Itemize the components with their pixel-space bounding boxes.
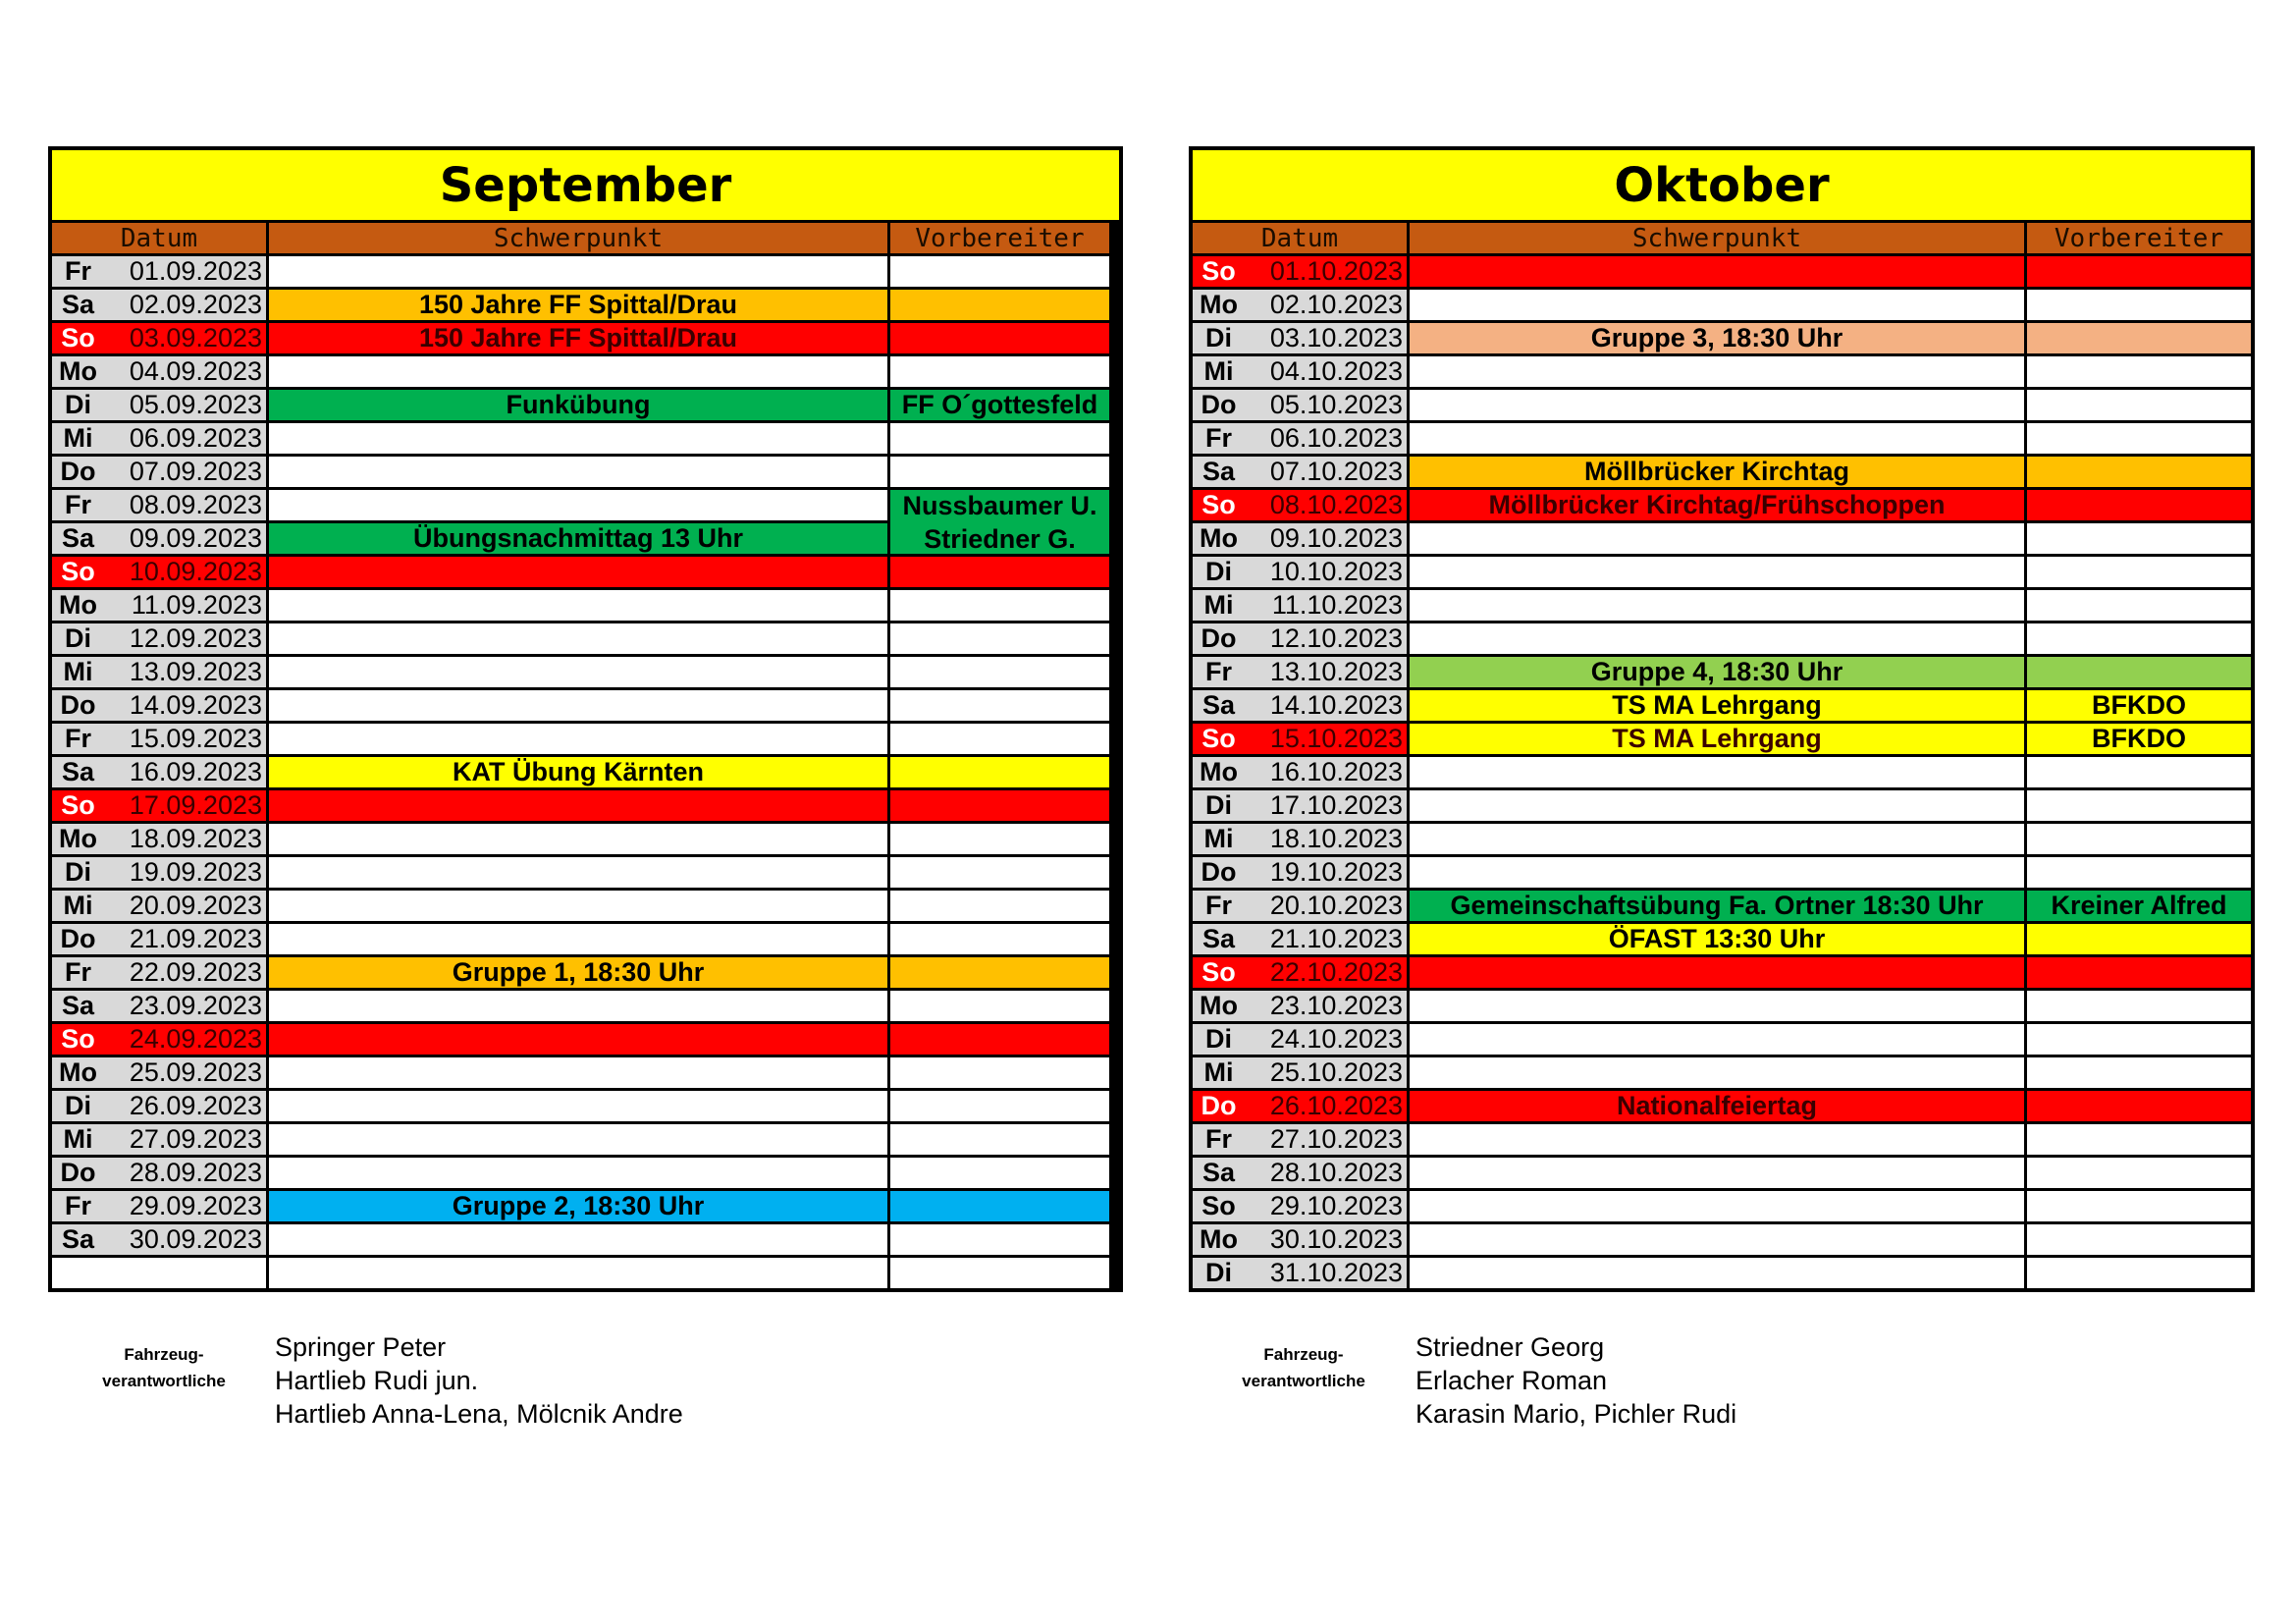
- schwerpunkt-cell: [269, 423, 887, 457]
- date-cell: 11.09.2023: [104, 590, 266, 623]
- divider: [887, 523, 890, 557]
- date-cell: 24.09.2023: [104, 1024, 266, 1057]
- vorbereiter-cell: [2027, 924, 2251, 957]
- date-cell: 14.10.2023: [1245, 690, 1407, 724]
- day-cell: Fr: [1193, 423, 1245, 457]
- vorbereiter-cell: [2027, 1057, 2251, 1091]
- vorbereiter-cell: [890, 1224, 1109, 1258]
- date-cell: 03.09.2023: [104, 323, 266, 356]
- day-cell: Do: [52, 690, 104, 724]
- schwerpunkt-cell: [1410, 356, 2024, 390]
- day-cell: Do: [52, 1158, 104, 1191]
- month-title: Oktober: [1193, 150, 2251, 223]
- vorbereiter-cell: [890, 724, 1109, 757]
- date-cell: 13.09.2023: [104, 657, 266, 690]
- day-cell: Di: [1193, 1258, 1245, 1288]
- date-cell: 05.10.2023: [1245, 390, 1407, 423]
- date-cell: 10.10.2023: [1245, 557, 1407, 590]
- day-cell: Mo: [1193, 523, 1245, 557]
- day-cell: Fr: [1193, 1124, 1245, 1158]
- schwerpunkt-cell: ÖFAST 13:30 Uhr: [1410, 924, 2024, 957]
- day-cell: Do: [52, 924, 104, 957]
- date-cell: 08.10.2023: [1245, 490, 1407, 523]
- schwerpunkt-cell: [1410, 590, 2024, 623]
- vorbereiter-cell: [890, 824, 1109, 857]
- schwerpunkt-cell: [1410, 991, 2024, 1024]
- date-cell: 15.10.2023: [1245, 724, 1407, 757]
- vorbereiter-cell: [890, 1057, 1109, 1091]
- fahrzeug-name: Striedner Georg: [1415, 1332, 1605, 1362]
- date-cell: 10.09.2023: [104, 557, 266, 590]
- schwerpunkt-cell: [1410, 1057, 2024, 1091]
- schwerpunkt-cell: [1410, 757, 2024, 790]
- schwerpunkt-cell: [1410, 256, 2024, 290]
- date-cell: 21.09.2023: [104, 924, 266, 957]
- vorbereiter-cell: [890, 1124, 1109, 1158]
- date-cell: 28.09.2023: [104, 1158, 266, 1191]
- day-cell: So: [52, 557, 104, 590]
- date-cell: 17.10.2023: [1245, 790, 1407, 824]
- date-cell: 27.10.2023: [1245, 1124, 1407, 1158]
- column-headers: [52, 223, 1119, 256]
- date-cell: 17.09.2023: [104, 790, 266, 824]
- date-cell: 03.10.2023: [1245, 323, 1407, 356]
- date-cell: 07.09.2023: [104, 457, 266, 490]
- day-cell: Mi: [52, 657, 104, 690]
- vorbereiter-cell: BFKDO: [2027, 724, 2251, 757]
- day-cell: So: [1193, 1191, 1245, 1224]
- vorbereiter-cell: [890, 356, 1109, 390]
- vorbereiter-cell: BFKDO: [2027, 690, 2251, 724]
- vorbereiter-cell: [2027, 523, 2251, 557]
- vorbereiter-cell: [890, 290, 1109, 323]
- date-cell: 20.09.2023: [104, 891, 266, 924]
- day-cell: So: [1193, 256, 1245, 290]
- day-cell: Di: [1193, 323, 1245, 356]
- day-cell: Mo: [1193, 1224, 1245, 1258]
- vorbereiter-cell: [2027, 323, 2251, 356]
- day-cell: Do: [1193, 390, 1245, 423]
- fahrzeug-label-september: Fahrzeug- verantwortliche: [102, 1345, 226, 1390]
- date-cell: 18.10.2023: [1245, 824, 1407, 857]
- schwerpunkt-cell: [1410, 790, 2024, 824]
- day-cell: Sa: [52, 1224, 104, 1258]
- date-cell: 04.09.2023: [104, 356, 266, 390]
- date-cell: 23.10.2023: [1245, 991, 1407, 1024]
- day-cell: Mi: [52, 1124, 104, 1158]
- date-cell: 19.10.2023: [1245, 857, 1407, 891]
- date-cell: 07.10.2023: [1245, 457, 1407, 490]
- date-cell: 20.10.2023: [1245, 891, 1407, 924]
- vorbereiter-cell: [890, 790, 1109, 824]
- vorbereiter-cell: [890, 924, 1109, 957]
- schwerpunkt-cell: [269, 1124, 887, 1158]
- day-cell: Mo: [1193, 290, 1245, 323]
- vorbereiter-cell: [2027, 590, 2251, 623]
- vorbereiter-cell: [2027, 657, 2251, 690]
- day-cell: Sa: [52, 991, 104, 1024]
- vorbereiter-cell: [890, 623, 1109, 657]
- column-headers: [1193, 223, 2251, 256]
- vorbereiter-cell: [2027, 356, 2251, 390]
- schwerpunkt-cell: [1410, 423, 2024, 457]
- date-cell: 22.10.2023: [1245, 957, 1407, 991]
- day-cell: Mi: [1193, 590, 1245, 623]
- date-cell: 29.10.2023: [1245, 1191, 1407, 1224]
- day-cell: So: [52, 790, 104, 824]
- date-cell: 30.10.2023: [1245, 1224, 1407, 1258]
- date-cell: 25.09.2023: [104, 1057, 266, 1091]
- schwerpunkt-cell: Nationalfeiertag: [1410, 1091, 2024, 1124]
- schwerpunkt-cell: [269, 1224, 887, 1258]
- schwerpunkt-cell: [269, 891, 887, 924]
- september-table: [48, 146, 1123, 1292]
- schwerpunkt-cell: [269, 1024, 887, 1057]
- day-cell: Mo: [52, 1057, 104, 1091]
- header-vorbereiter: Vorbereiter: [890, 223, 1109, 253]
- schwerpunkt-cell: [1410, 290, 2024, 323]
- month-title: September: [52, 150, 1119, 223]
- vorbereiter-merged-cell: Nussbaumer U. Striedner G.: [890, 490, 1109, 557]
- day-cell: So: [1193, 724, 1245, 757]
- vorbereiter-cell: Kreiner Alfred: [2027, 891, 2251, 924]
- date-cell: 29.09.2023: [104, 1191, 266, 1224]
- day-cell: Sa: [1193, 690, 1245, 724]
- schwerpunkt-cell: [1410, 957, 2024, 991]
- schwerpunkt-cell: Funkübung: [269, 390, 887, 423]
- schwerpunkt-cell: [269, 623, 887, 657]
- schwerpunkt-cell: [269, 657, 887, 690]
- schwerpunkt-cell: [1410, 857, 2024, 891]
- day-cell: Sa: [52, 290, 104, 323]
- vorbereiter-cell: [890, 1024, 1109, 1057]
- day-cell: Mi: [1193, 356, 1245, 390]
- date-cell: 14.09.2023: [104, 690, 266, 724]
- schwerpunkt-cell: [269, 790, 887, 824]
- vorbereiter-cell: [2027, 1124, 2251, 1158]
- vorbereiter-cell: [2027, 1224, 2251, 1258]
- vorbereiter-cell: [2027, 423, 2251, 457]
- date-cell: 12.10.2023: [1245, 623, 1407, 657]
- schwerpunkt-cell: TS MA Lehrgang: [1410, 690, 2024, 724]
- oktober-table: [1189, 146, 2255, 1292]
- schwerpunkt-cell: [1410, 1024, 2024, 1057]
- schwerpunkt-cell: KAT Übung Kärnten: [269, 757, 887, 790]
- date-cell: 26.09.2023: [104, 1091, 266, 1124]
- header-vorbereiter: Vorbereiter: [2027, 223, 2251, 253]
- day-cell: Do: [1193, 857, 1245, 891]
- day-cell: [52, 1258, 104, 1288]
- schwerpunkt-cell: [1410, 1158, 2024, 1191]
- vorbereiter-cell: [2027, 824, 2251, 857]
- date-cell: 28.10.2023: [1245, 1158, 1407, 1191]
- vorbereiter-cell: [2027, 1024, 2251, 1057]
- schwerpunkt-cell: [269, 356, 887, 390]
- day-cell: Mo: [52, 824, 104, 857]
- date-cell: 24.10.2023: [1245, 1024, 1407, 1057]
- day-cell: Sa: [52, 757, 104, 790]
- schwerpunkt-cell: [269, 590, 887, 623]
- date-cell: 13.10.2023: [1245, 657, 1407, 690]
- date-cell: 06.10.2023: [1245, 423, 1407, 457]
- vorbereiter-cell: [2027, 757, 2251, 790]
- fahrzeug-names-oktober: [1415, 1330, 1736, 1431]
- date-cell: 06.09.2023: [104, 423, 266, 457]
- day-cell: Mi: [52, 423, 104, 457]
- vorbereiter-cell: [2027, 390, 2251, 423]
- vorbereiter-cell: [890, 690, 1109, 724]
- date-cell: 11.10.2023: [1245, 590, 1407, 623]
- schwerpunkt-cell: [269, 857, 887, 891]
- date-cell: 22.09.2023: [104, 957, 266, 991]
- fahrzeug-name: Erlacher Roman: [1415, 1366, 1608, 1395]
- day-cell: Di: [52, 623, 104, 657]
- schwerpunkt-cell: [1410, 1191, 2024, 1224]
- schwerpunkt-cell: [1410, 623, 2024, 657]
- day-cell: Mo: [52, 590, 104, 623]
- day-cell: Fr: [52, 724, 104, 757]
- schwerpunkt-cell: [1410, 824, 2024, 857]
- schwerpunkt-cell: [1410, 1258, 2024, 1288]
- vorbereiter-cell: [890, 1158, 1109, 1191]
- date-cell: 19.09.2023: [104, 857, 266, 891]
- day-cell: So: [52, 323, 104, 356]
- day-cell: So: [52, 1024, 104, 1057]
- day-cell: Fr: [52, 957, 104, 991]
- vorbereiter-cell: [890, 657, 1109, 690]
- vorbereiter-cell: [890, 1091, 1109, 1124]
- vorbereiter-cell: [890, 557, 1109, 590]
- date-cell: 18.09.2023: [104, 824, 266, 857]
- date-cell: 02.10.2023: [1245, 290, 1407, 323]
- date-cell: 30.09.2023: [104, 1224, 266, 1258]
- vorbereiter-cell: [2027, 1258, 2251, 1288]
- date-cell: 02.09.2023: [104, 290, 266, 323]
- date-cell: 09.10.2023: [1245, 523, 1407, 557]
- vorbereiter-cell: [890, 1258, 1109, 1288]
- header-schwerpunkt: Schwerpunkt: [269, 223, 887, 253]
- vorbereiter-cell: [2027, 1158, 2251, 1191]
- vorbereiter-cell: [2027, 457, 2251, 490]
- date-cell: 12.09.2023: [104, 623, 266, 657]
- vorbereiter-cell: [2027, 256, 2251, 290]
- schwerpunkt-cell: [269, 557, 887, 590]
- schwerpunkt-cell: [269, 1091, 887, 1124]
- schwerpunkt-cell: Gruppe 4, 18:30 Uhr: [1410, 657, 2024, 690]
- header-datum: Datum: [1193, 223, 1407, 253]
- schwerpunkt-cell: Möllbrücker Kirchtag/Frühschoppen: [1410, 490, 2024, 523]
- schwerpunkt-cell: Gruppe 3, 18:30 Uhr: [1410, 323, 2024, 356]
- header-datum: Datum: [52, 223, 266, 253]
- vorbereiter-cell: [2027, 490, 2251, 523]
- day-cell: Do: [52, 457, 104, 490]
- schwerpunkt-cell: [1410, 390, 2024, 423]
- schwerpunkt-cell: 150 Jahre FF Spittal/Drau: [269, 290, 887, 323]
- vorbereiter-cell: [890, 590, 1109, 623]
- day-cell: Di: [1193, 557, 1245, 590]
- day-cell: So: [1193, 957, 1245, 991]
- date-cell: 09.09.2023: [104, 523, 266, 557]
- vorbereiter-cell: [2027, 790, 2251, 824]
- schwerpunkt-cell: [269, 457, 887, 490]
- vorbereiter-cell: [2027, 857, 2251, 891]
- day-cell: Fr: [52, 490, 104, 523]
- day-cell: Mi: [1193, 824, 1245, 857]
- schwerpunkt-cell: Gruppe 1, 18:30 Uhr: [269, 957, 887, 991]
- date-cell: 21.10.2023: [1245, 924, 1407, 957]
- day-cell: Fr: [1193, 657, 1245, 690]
- vorbereiter-cell: [2027, 991, 2251, 1024]
- schwerpunkt-cell: [269, 991, 887, 1024]
- schwerpunkt-cell: TS MA Lehrgang: [1410, 724, 2024, 757]
- schwerpunkt-cell: Gemeinschaftsübung Fa. Ortner 18:30 Uhr: [1410, 891, 2024, 924]
- schwerpunkt-cell: [269, 1057, 887, 1091]
- vorbereiter-cell: [890, 957, 1109, 991]
- day-cell: Mi: [1193, 1057, 1245, 1091]
- schwerpunkt-cell: [1410, 557, 2024, 590]
- vorbereiter-cell: [890, 423, 1109, 457]
- vorbereiter-cell: [2027, 557, 2251, 590]
- date-cell: 01.10.2023: [1245, 256, 1407, 290]
- date-cell: 15.09.2023: [104, 724, 266, 757]
- fahrzeug-name: Springer Peter: [275, 1332, 447, 1362]
- header-schwerpunkt: Schwerpunkt: [1410, 223, 2024, 253]
- vorbereiter-cell: [890, 323, 1109, 356]
- date-cell: 16.10.2023: [1245, 757, 1407, 790]
- day-cell: Fr: [1193, 891, 1245, 924]
- date-cell: 31.10.2023: [1245, 1258, 1407, 1288]
- day-cell: Di: [1193, 1024, 1245, 1057]
- day-cell: Mo: [1193, 757, 1245, 790]
- september-rows: [52, 256, 1119, 1288]
- schwerpunkt-cell: [269, 1258, 887, 1288]
- schwerpunkt-cell: [269, 824, 887, 857]
- fahrzeug-name: Karasin Mario, Pichler Rudi: [1415, 1399, 1737, 1429]
- day-cell: So: [1193, 490, 1245, 523]
- oktober-rows: [1193, 256, 2251, 1288]
- date-cell: 23.09.2023: [104, 991, 266, 1024]
- schwerpunkt-cell: Gruppe 2, 18:30 Uhr: [269, 1191, 887, 1224]
- day-cell: Do: [1193, 1091, 1245, 1124]
- day-cell: Fr: [52, 1191, 104, 1224]
- vorbereiter-cell: [2027, 957, 2251, 991]
- date-cell: [104, 1258, 266, 1288]
- day-cell: Di: [52, 1091, 104, 1124]
- fahrzeug-name: Hartlieb Rudi jun.: [275, 1366, 479, 1395]
- vorbereiter-cell: [2027, 623, 2251, 657]
- day-cell: Sa: [1193, 457, 1245, 490]
- schwerpunkt-cell: [1410, 523, 2024, 557]
- schwerpunkt-cell: [269, 724, 887, 757]
- day-cell: Mo: [1193, 991, 1245, 1024]
- date-cell: 04.10.2023: [1245, 356, 1407, 390]
- schwerpunkt-cell: [269, 1158, 887, 1191]
- fahrzeug-label-oktober: Fahrzeug- verantwortliche: [1242, 1345, 1365, 1390]
- date-cell: 26.10.2023: [1245, 1091, 1407, 1124]
- schwerpunkt-cell: [1410, 1224, 2024, 1258]
- schwerpunkt-cell: Übungsnachmittag 13 Uhr: [269, 523, 887, 557]
- day-cell: Mo: [52, 356, 104, 390]
- schwerpunkt-cell: 150 Jahre FF Spittal/Drau: [269, 323, 887, 356]
- fahrzeug-names-september: [275, 1330, 683, 1431]
- vorbereiter-cell: [2027, 1191, 2251, 1224]
- fahrzeug-name: Hartlieb Anna-Lena, Mölcnik Andre: [275, 1399, 683, 1429]
- vorbereiter-cell: [2027, 1091, 2251, 1124]
- vorbereiter-cell: [890, 857, 1109, 891]
- day-cell: Do: [1193, 623, 1245, 657]
- schwerpunkt-cell: [269, 490, 887, 523]
- schwerpunkt-cell: [1410, 1124, 2024, 1158]
- vorbereiter-cell: [890, 891, 1109, 924]
- day-cell: Di: [52, 857, 104, 891]
- schwerpunkt-cell: Möllbrücker Kirchtag: [1410, 457, 2024, 490]
- day-cell: Sa: [52, 523, 104, 557]
- day-cell: Mi: [52, 891, 104, 924]
- day-cell: Sa: [1193, 1158, 1245, 1191]
- date-cell: 08.09.2023: [104, 490, 266, 523]
- day-cell: Sa: [1193, 924, 1245, 957]
- vorbereiter-cell: [2027, 290, 2251, 323]
- vorbereiter-cell: [890, 991, 1109, 1024]
- vorbereiter-cell: [890, 757, 1109, 790]
- date-cell: 27.09.2023: [104, 1124, 266, 1158]
- day-cell: Di: [1193, 790, 1245, 824]
- vorbereiter-cell: [890, 256, 1109, 290]
- schwerpunkt-cell: [269, 256, 887, 290]
- vorbereiter-cell: FF O´gottesfeld: [890, 390, 1109, 423]
- schwerpunkt-cell: [269, 924, 887, 957]
- vorbereiter-cell: [890, 1191, 1109, 1224]
- date-cell: 25.10.2023: [1245, 1057, 1407, 1091]
- day-cell: Di: [52, 390, 104, 423]
- date-cell: 05.09.2023: [104, 390, 266, 423]
- date-cell: 16.09.2023: [104, 757, 266, 790]
- day-cell: Fr: [52, 256, 104, 290]
- schwerpunkt-cell: [269, 690, 887, 724]
- vorbereiter-cell: [890, 457, 1109, 490]
- date-cell: 01.09.2023: [104, 256, 266, 290]
